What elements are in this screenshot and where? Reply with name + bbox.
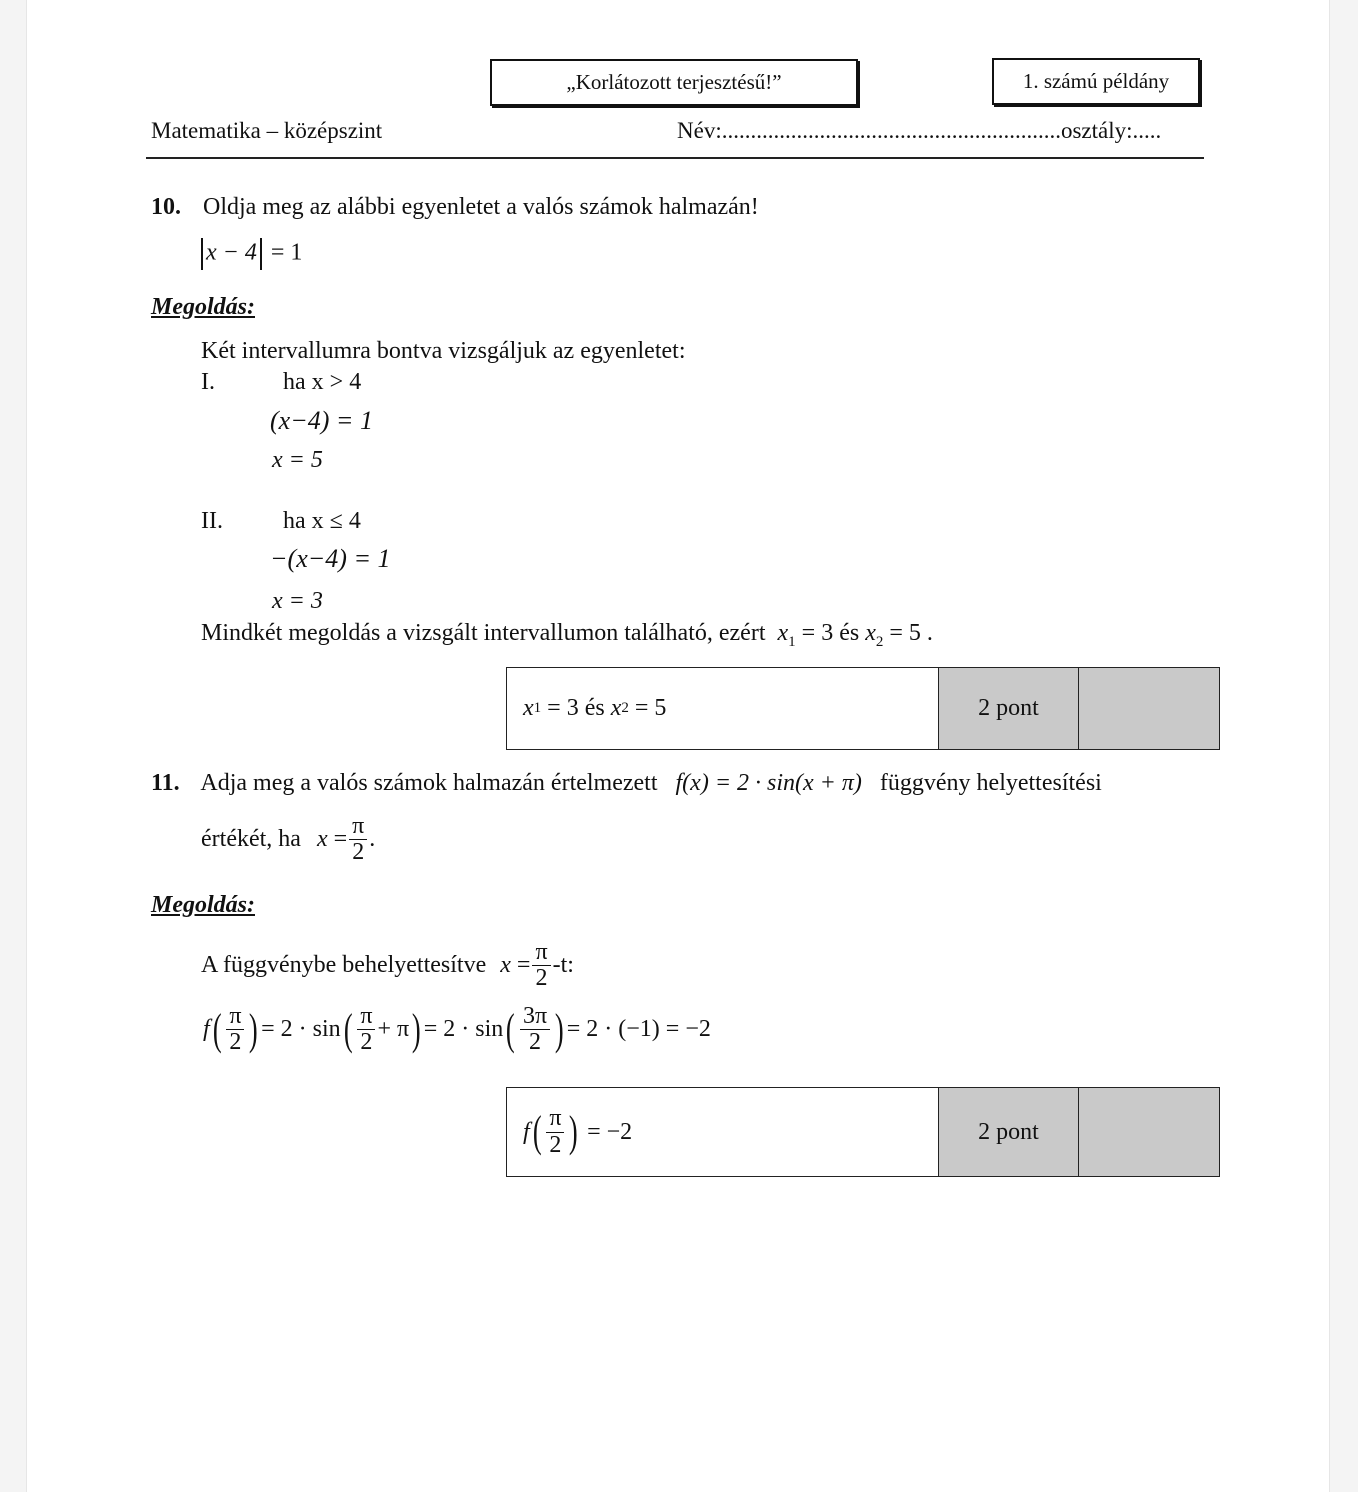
answer-value: x 1 = 3 és x 2 = 5 bbox=[507, 668, 939, 749]
conclusion bbox=[201, 620, 933, 651]
conclusion-solutions: $x_1 = 3$ és $x_2 = 5$ . bbox=[777, 620, 933, 650]
question-10 bbox=[151, 194, 759, 221]
x-value: x = $\frac{\pi}{2}$ . bbox=[316, 813, 376, 866]
abs-bar-right bbox=[260, 238, 262, 270]
substitution-suffix: -t: bbox=[552, 952, 574, 979]
question-number: 10. bbox=[151, 194, 181, 220]
solution-label: Megoldás: bbox=[151, 892, 255, 918]
copy-number-box bbox=[992, 58, 1200, 105]
answer-box-10 bbox=[506, 667, 1220, 750]
name-class-field: Név:...........................................................osztály:..... bbox=[677, 118, 1162, 143]
question-text: Oldja meg az alábbi egyenletet a valós számok halmazán! bbox=[203, 194, 759, 220]
question-text-b: függvény helyettesítési bbox=[879, 770, 1102, 796]
evaluation-chain: f( $\frac{\pi}{2}$ ) = 2 · sin( $\frac{\pi}{2}$ + π) = 2 · sin( $\frac{3\pi}{2}$ ) = 2 · (−1) = −2 bbox=[203, 1003, 711, 1056]
case-1-equation: (x−4) = 1 bbox=[270, 406, 373, 435]
case-1-condition: ha x > 4 bbox=[283, 369, 362, 395]
case-2-equation: −(x−4) = 1 bbox=[270, 544, 391, 573]
header-rule bbox=[146, 157, 1204, 159]
abs-bar-left bbox=[201, 238, 203, 270]
case-1-result: x = 5 bbox=[272, 447, 323, 473]
substitution-text: A függvénybe behelyettesítve bbox=[201, 952, 487, 979]
question-text-a: Adja meg a valós számok halmazán értelmezett bbox=[200, 770, 658, 796]
question-number: 11. bbox=[151, 770, 180, 796]
substitution-value: x = $\frac{\pi}{2}$ bbox=[500, 951, 552, 977]
case-2-result: x = 3 bbox=[272, 588, 323, 614]
copy-number-label: 1. számú példány bbox=[1022, 69, 1170, 93]
case-2-label: II. bbox=[201, 508, 223, 534]
conclusion-text: Mindkét megoldás a vizsgált intervallumon található, ezért bbox=[201, 620, 766, 646]
case-2-condition: ha x ≤ 4 bbox=[283, 508, 361, 534]
restricted-distribution-box bbox=[490, 59, 858, 106]
equation-rhs: = 1 bbox=[270, 239, 303, 266]
case-1-label: I. bbox=[201, 369, 215, 395]
equation-lhs: x − 4 bbox=[206, 239, 257, 266]
answer-points: 2 pont bbox=[939, 1088, 1079, 1176]
score-cell bbox=[1079, 668, 1219, 749]
answer-box-11 bbox=[506, 1087, 1220, 1177]
equation-abs bbox=[198, 238, 302, 270]
question-11 bbox=[151, 770, 1102, 797]
restricted-distribution-label: „Korlátozott terjesztésű!” bbox=[566, 70, 782, 94]
function-definition: f(x) = 2 · sin(x + π) bbox=[675, 770, 862, 796]
answer-points: 2 pont bbox=[939, 668, 1079, 749]
solution-intro: Két intervallumra bontva vizsgáljuk az egyenletet: bbox=[201, 338, 686, 364]
solution-label: Megoldás: bbox=[151, 294, 255, 320]
question-11-line-2 bbox=[201, 814, 375, 865]
substitution-line bbox=[201, 940, 574, 991]
score-cell bbox=[1079, 1088, 1219, 1176]
answer-value: f ( $\frac{\pi}{2}$ ) = −2 bbox=[507, 1088, 939, 1176]
question-text-c: értékét, ha bbox=[201, 826, 301, 853]
subject-title: Matematika – középszint bbox=[151, 118, 383, 143]
